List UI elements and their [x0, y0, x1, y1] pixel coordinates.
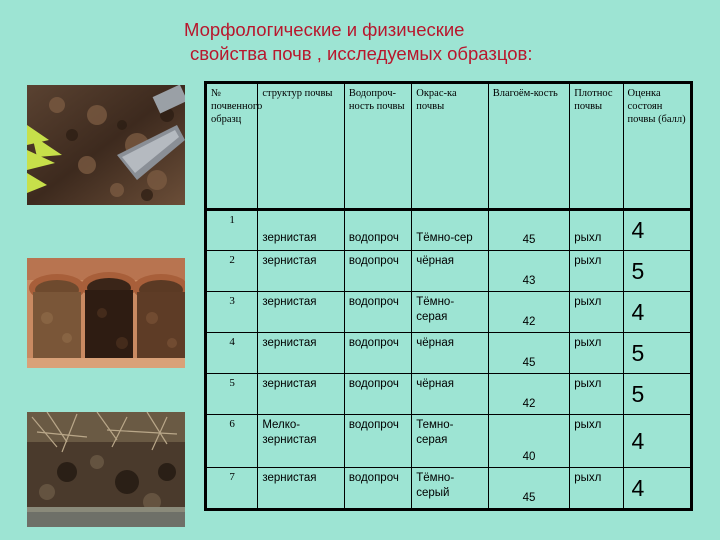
cell-water-resistance: водопроч [344, 374, 411, 415]
table-row [206, 251, 692, 292]
soil-properties-table [204, 81, 693, 511]
cell-density [570, 210, 623, 251]
cell-water-resistance: водопроч [344, 468, 411, 510]
cell-water-resistance: водопроч [344, 292, 411, 333]
cell-density: рыхл [570, 374, 623, 415]
cell-sample-number: 1 [206, 210, 258, 251]
cell-structure [258, 210, 345, 251]
cell-density: рыхл [570, 292, 623, 333]
cell-score: 5 [623, 333, 691, 374]
table-row [206, 210, 692, 251]
cell-score: 4 [623, 210, 691, 251]
cell-color: чёрная [412, 251, 488, 292]
cell-color: Тёмно-серый [412, 468, 488, 510]
soil-with-trowel-photo [27, 85, 185, 205]
cell-structure: зернистая [258, 292, 345, 333]
cell-score: 4 [623, 468, 691, 510]
cell-color: чёрная [412, 333, 488, 374]
cell-structure: зернистая [258, 251, 345, 292]
cell-structure-text: зернистая [262, 232, 317, 244]
header-sample-number: № почвенного образц [206, 83, 258, 210]
header-water-resistance: Водопроч-ность почвы [344, 83, 411, 210]
table-row [206, 292, 692, 333]
soil-in-clay-pots-photo [27, 258, 185, 368]
header-moisture-capacity: Влагоём-кость [488, 83, 570, 210]
cell-sample-number: 2 [206, 251, 258, 292]
table-row [206, 415, 692, 468]
cell-structure: зернистая [258, 333, 345, 374]
cell-score: 5 [623, 374, 691, 415]
cell-moisture-capacity: 40 [488, 415, 570, 468]
slide-title [184, 18, 532, 66]
cell-color: Тёмно-серая [412, 292, 488, 333]
cell-water-resistance [344, 210, 411, 251]
cell-moisture-capacity: 45 [488, 210, 570, 251]
table-row [206, 333, 692, 374]
cell-structure: зернистая [258, 468, 345, 510]
soil-with-roots-photo [27, 412, 185, 527]
cell-moisture-capacity: 42 [488, 292, 570, 333]
cell-structure: зернистая [258, 374, 345, 415]
header-structure: структур почвы [258, 83, 345, 210]
cell-moisture-capacity: 42 [488, 374, 570, 415]
cell-score: 5 [623, 251, 691, 292]
cell-water-resistance: водопроч [344, 333, 411, 374]
cell-sample-number: 6 [206, 415, 258, 468]
cell-sample-number: 5 [206, 374, 258, 415]
cell-moisture-capacity: 45 [488, 333, 570, 374]
cell-density-text: рыхл [574, 232, 602, 244]
cell-score: 4 [623, 292, 691, 333]
cell-density: рыхл [570, 251, 623, 292]
cell-color: Темно-серая [412, 415, 488, 468]
table-row [206, 468, 692, 510]
cell-color-text: Тёмно-сер [416, 232, 473, 244]
table-header-row [206, 83, 692, 210]
table-row [206, 374, 692, 415]
header-color: Окрас-ка почвы [412, 83, 488, 210]
header-score: Оценка состоян почвы (балл) [623, 83, 691, 210]
cell-color [412, 210, 488, 251]
cell-water-resistance: водопроч [344, 251, 411, 292]
header-density: Плотнос почвы [570, 83, 623, 210]
cell-moisture-capacity: 45 [488, 468, 570, 510]
cell-water-resistance: водопроч [344, 415, 411, 468]
cell-score: 4 [623, 415, 691, 468]
cell-density: рыхл [570, 468, 623, 510]
cell-sample-number: 4 [206, 333, 258, 374]
cell-sample-number: 3 [206, 292, 258, 333]
cell-density: рыхл [570, 415, 623, 468]
cell-color: чёрная [412, 374, 488, 415]
cell-moisture-capacity: 43 [488, 251, 570, 292]
cell-water-resistance-text: водопроч [348, 232, 399, 244]
cell-sample-number: 7 [206, 468, 258, 510]
cell-structure: Мелко-зернистая [258, 415, 345, 468]
cell-density: рыхл [570, 333, 623, 374]
title-line-2: свойства почв , исследуемых образцов: [190, 43, 533, 64]
title-line-1: Морфологические и физические [184, 19, 465, 40]
